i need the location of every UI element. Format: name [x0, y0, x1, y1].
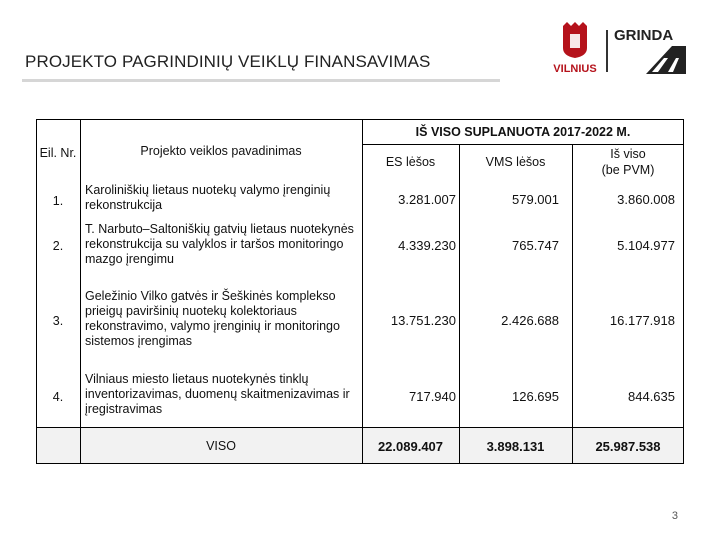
- totals-es: 22.089.407: [377, 439, 444, 454]
- row4-es: 717.940: [409, 389, 456, 404]
- row3-no: 3.: [52, 314, 64, 328]
- row2-vms: 765.747: [512, 238, 559, 253]
- row3-name: Geležinio Vilko gatvės ir Šeškinės komplekso prieigų paviršinių nuotekų kolektoriaus rekonstravimo, valymo įrenginių ir monitoringo sistemos įrengimas: [85, 289, 340, 348]
- row4-name: Vilniaus miesto lietaus nuotekynės tinklų inventorizavimas, duomenų skaitmenizavimas ir įregistravimas: [85, 372, 350, 416]
- logo-separator: [606, 30, 608, 72]
- row2-es: 4.339.230: [398, 238, 456, 253]
- header-total-line1: Iš viso: [610, 147, 646, 161]
- header-es: ES lėšos: [385, 155, 436, 169]
- row4-total: 844.635: [628, 389, 675, 404]
- row1-no: 1.: [52, 194, 64, 208]
- financing-table: [36, 119, 684, 464]
- header-total-line2: (be PVM): [601, 163, 655, 177]
- svg-text:GRINDA: GRINDA: [614, 27, 674, 44]
- grinda-logo: [612, 24, 690, 76]
- page-number: 3: [671, 510, 678, 522]
- header-no: Eil. Nr.: [39, 146, 77, 160]
- row3-vms: 2.426.688: [501, 313, 559, 328]
- header-group: IŠ VISO SUPLANUOTA 2017-2022 M.: [415, 125, 631, 139]
- row3-total: 16.177.918: [609, 313, 675, 328]
- row1-es: 3.281.007: [398, 192, 456, 207]
- header-vms: VMS lėšos: [485, 155, 546, 169]
- totals-vms: 3.898.131: [486, 439, 545, 454]
- row4-vms: 126.695: [512, 389, 559, 404]
- row1-vms: 579.001: [512, 192, 559, 207]
- row2-total: 5.104.977: [617, 238, 675, 253]
- row3-es: 13.751.230: [390, 313, 456, 328]
- totals-label: VISO: [206, 439, 236, 453]
- row1-total: 3.860.008: [617, 192, 675, 207]
- header-name: Projekto veiklos pavadinimas: [140, 144, 302, 158]
- row1-name: Karoliniškių lietaus nuotekų valymo įrenginių rekonstrukcija: [85, 183, 331, 212]
- row4-no: 4.: [52, 390, 64, 404]
- row2-name: T. Narbuto–Saltoniškių gatvių lietaus nuotekynės rekonstrukcija su valyklos ir taršos monitoringo mazgo įrengimu: [85, 222, 354, 266]
- vilnius-logo: [540, 22, 610, 78]
- row2-no: 2.: [52, 239, 64, 253]
- title-underline: [22, 79, 500, 82]
- svg-text:VILNIUS: VILNIUS: [553, 63, 597, 75]
- page-title: PROJEKTO PAGRINDINIŲ VEIKLŲ FINANSAVIMAS: [25, 52, 431, 71]
- totals-total: 25.987.538: [595, 439, 661, 454]
